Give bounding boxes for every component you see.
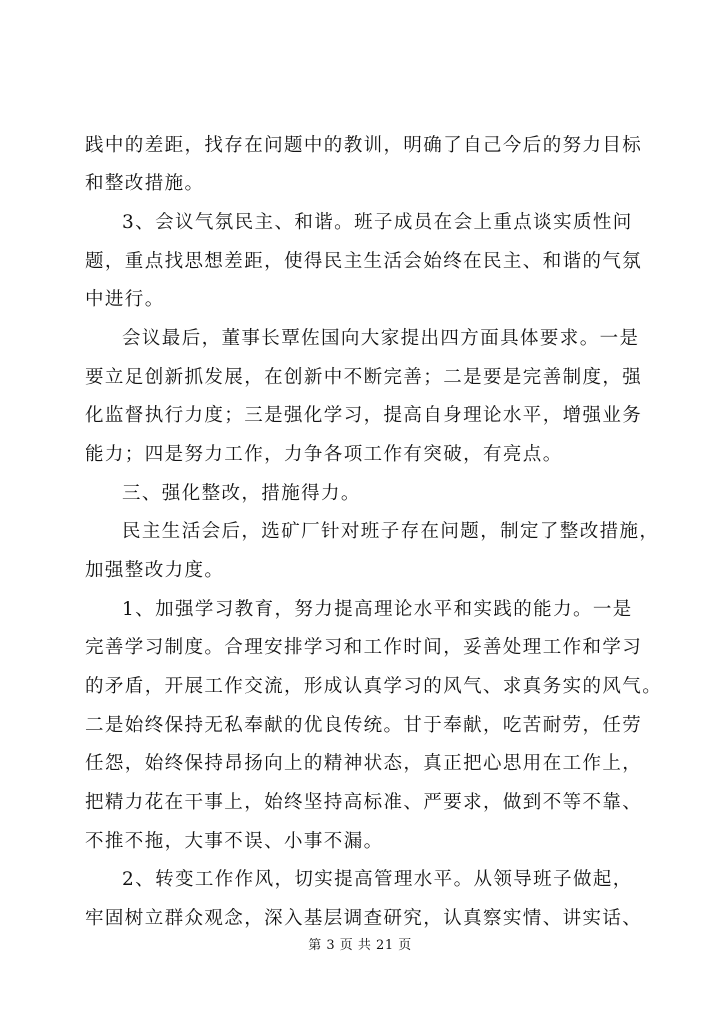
text-line: 不推不拖，大事不误、小事不漏。 bbox=[85, 831, 384, 852]
text-line: 和整改措施。 bbox=[85, 173, 205, 194]
text-line: 民主生活会后，选矿厂针对班子存在问题，制定了整改措施， bbox=[122, 521, 660, 542]
text-line: 加强整改力度。 bbox=[85, 560, 225, 581]
page-number-footer: 第 3 页 共 21 页 bbox=[308, 938, 412, 953]
text-line: 把精力花在干事上，始终坚持高标准、严要求，做到不等不靠、 bbox=[85, 792, 643, 813]
text-line: 二是始终保持无私奉献的优良传统。甘于奉献，吃苦耐劳，任劳 bbox=[85, 715, 643, 736]
text-line: 2、转变工作作风，切实提高管理水平。从领导班子做起， bbox=[122, 869, 633, 890]
text-line: 践中的差距，找存在问题中的教训，明确了自己今后的努力目标 bbox=[85, 135, 643, 156]
text-line: 要立足创新抓发展，在创新中不断完善；二是要是完善制度，强 bbox=[85, 367, 643, 388]
text-line: 3、会议气氛民主、和谐。班子成员在会上重点谈实质性问 bbox=[122, 212, 633, 233]
text-line: 1、加强学习教育，努力提高理论水平和实践的能力。一是 bbox=[122, 599, 633, 620]
text-line: 能力；四是努力工作，力争各项工作有突破，有亮点。 bbox=[85, 444, 563, 465]
text-line: 化监督执行力度；三是强化学习，提高自身理论水平，增强业务 bbox=[85, 405, 643, 426]
text-line: 完善学习制度。合理安排学习和工作时间，妥善处理工作和学习 bbox=[85, 637, 643, 658]
text-line: 的矛盾，开展工作交流，形成认真学习的风气、求真务实的风气。 bbox=[85, 676, 663, 697]
text-line: 牢固树立群众观念，深入基层调查研究，认真察实情、讲实话、 bbox=[85, 908, 643, 929]
text-line: 题，重点找思想差距，使得民主生活会始终在民主、和谐的气氛 bbox=[85, 251, 643, 272]
text-line: 会议最后，董事长覃佐国向大家提出四方面具体要求。一是 bbox=[122, 328, 640, 349]
text-line: 中进行。 bbox=[85, 289, 165, 310]
text-line: 任怨，始终保持昂扬向上的精神状态，真正把心思用在工作上， bbox=[85, 753, 643, 774]
section-heading: 三、强化整改，措施得力。 bbox=[122, 483, 361, 504]
